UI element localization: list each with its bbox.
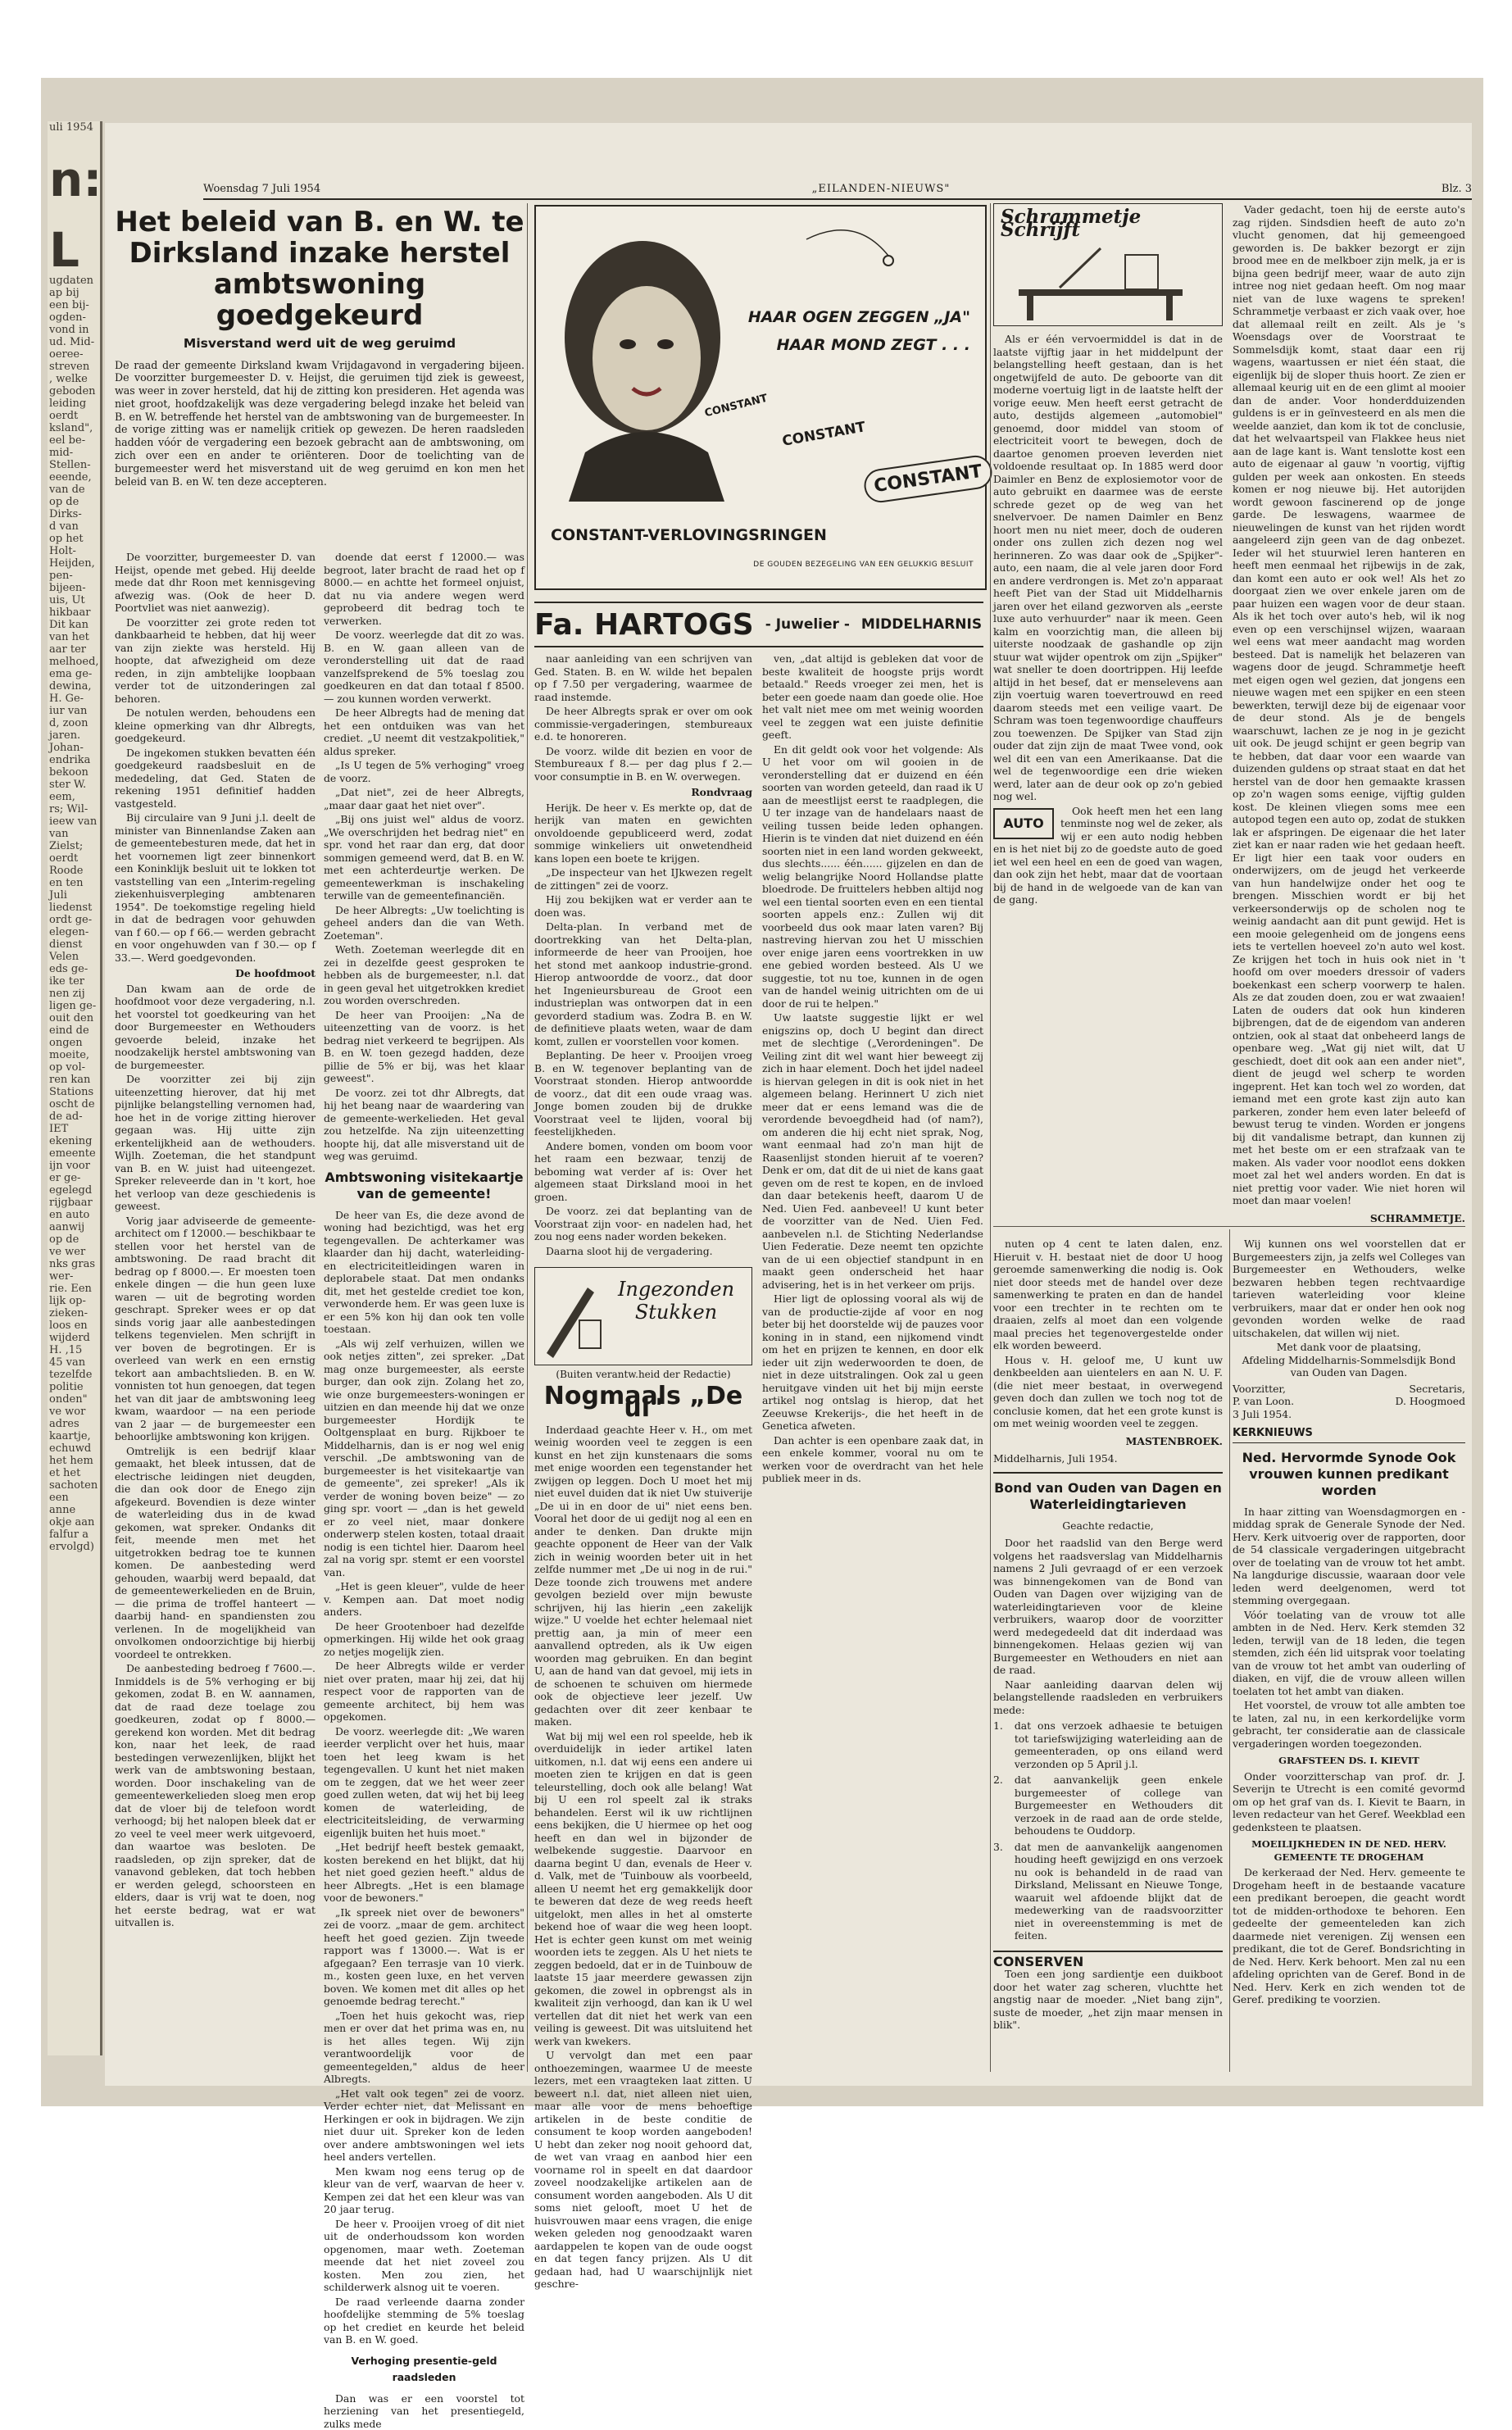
paragraph: Herijk. De heer v. Es merkte op, dat de herijk van maten en gewichten onvoldoende gepubliceerd werd, zodat sommige winkeliers uit onwetendheid kans lopen een boete te krijgen. bbox=[534, 802, 752, 865]
strip-fragment: en auto bbox=[49, 1209, 100, 1221]
strip-fragment: oerdt bbox=[49, 410, 100, 422]
paragraph: De heer v. Prooijen vroeg of dit niet uit de onderhoudssom kon worden opgenomen, maar weth. Zoeteman meende dat het niet zoveel zou kosten. Men zou zien, het schilderwerk alsnog uit te voeren. bbox=[324, 2218, 524, 2294]
strip-fragment: dewina, bbox=[49, 680, 100, 693]
hartogs-trade: - Juwelier - bbox=[765, 616, 850, 633]
bond-title: Bond van Ouden van Dagen en Waterleidingtarieven bbox=[993, 1480, 1223, 1513]
paragraph: De voorz. zei dat beplanting van de Voorstraat zijn voor- en nadelen had, het zou nog eens nader worden bekeken. bbox=[534, 1205, 752, 1243]
paragraph: Andere bomen, vonden om boom voor het raam een bezwaar, tenzij de beboming wat verder af is: Over het algemeen staat Dirksland mooi in het groen. bbox=[534, 1140, 752, 1204]
paragraph: Men kwam nog eens terug op de kleur van de verf, waarvan de heer v. Kempen zei dat het een kleur was van 20 jaar terug. bbox=[324, 2165, 524, 2216]
paragraph: De voorzitter, burgemeester D. van Heijst, opende met gebed. Hij deelde mede dat dhr Roon met kennisgeving afwezig was. (Ook de heer D. Poortvliet was niet aanwezig). bbox=[115, 551, 316, 615]
strip-fragment: van de bbox=[49, 484, 100, 496]
column-f-lower bbox=[1233, 1238, 1465, 2077]
ad-brand-mid: CONSTANT bbox=[781, 419, 867, 450]
schrammetje-logo bbox=[993, 203, 1223, 326]
secretaris-name: D. Hoogmoed bbox=[1396, 1395, 1466, 1408]
article-beleid-header bbox=[115, 203, 524, 547]
paragraph: De raad verleende daarna zonder hoofdelijke stemming de 5% toeslag op het crediet en keurde het beleid van B. en W. goed. bbox=[324, 2296, 524, 2346]
strip-fragment: moeite, bbox=[49, 1049, 100, 1061]
strip-fragment: ervolgd) bbox=[49, 1541, 100, 1553]
strip-fragment: onden" bbox=[49, 1393, 100, 1406]
paragraph: „Het is geen kleuer", vulde de heer v. Kempen aan. Dat moet nodig anders. bbox=[324, 1580, 524, 1619]
paragraph: „De inspecteur van het IJkwezen regelt de zittingen" zei de voorz. bbox=[534, 866, 752, 892]
paragraph: De heer Albregts sprak er over om ook commissie-vergaderingen, stembureaux e.d. te honoreren. bbox=[534, 705, 752, 743]
schrammetje-title: Schrammetje Schrijft bbox=[1001, 211, 1222, 236]
paragraph: Als er één vervoermiddel is dat in de laatste vijftig jaar in het middelpunt der belangstelling heeft gestaan, dan is het ongetwijfeld de auto. De geboorte van dit moderne voertuig ligt in de laatste helft der vorige eeuw. Men heeft eerst getracht de auto, destijds algemeen „automobiel" genoemd, door middel van stoom of electriciteit voort te bewegen, doch de daartoe genomen proeven leverden niet voldoende resultaat op. In 1885 werd door Daimler en Benz de explosiemotor voor de auto gebruikt en daarmee was de eerste schrede gezet op de weg van het snelvervoer. De namen Daimler en Benz hoort men nu niet meer, doch de ouderen onder ons zullen zich dezen nog wel herinneren. Zo was daar ook de „Spijker"-auto, een naam, die al vele jaren door Ford en andere verdrongen is. Met zo'n apparaat heeft Piet van der Stad uit Middelharnis jaren over het eiland gezworven als „eerste luxe auto verhuurder" naar ik meen. Geen kalm en voorzichtig man, die alleen bij uiterste noodzaak de gashandle op zijn stuur wat wijder opentrok om zijn „Spijker" wat sneller te doen doortrippen. Hij leefde altijd in het besef, dat er menselevens aan zijn voertuig waren toevertrouwd en reed daarom steeds met een veilige vaart. De Schram was toen tegenwoordige chauffeurs zou toewenzen. De Spijker van Stad zijn ouder dat zijn zijn de maat Twee vond, ook wel dit een van een Amerikaanse. Dat die wel de tegenwoordige een drie wieken werd, later aan de deur ook op zo'n gebied nog wel. bbox=[993, 333, 1223, 803]
list-item: 1. dat ons verzoek adhaesie te betuigen tot tariefswijziging waterleiding aan de gemeenteraden, op ons eiland werd verzonden op 5 April j.l. bbox=[993, 1719, 1223, 1770]
strip-fragment: elegen- bbox=[49, 926, 100, 938]
section-heading: Rondvraag bbox=[534, 786, 752, 799]
paragraph: „Als wij zelf verhuizen, willen we ook netjes zitten", zei spreker. „Dat mag onze burgemeester, als eerste burger, dan ook zijn. Zolang het zo, wie onze burgemeesters-woningen er uitzien en dan meende hij dat we onze burgemeester Hordijk te Ooltgensplaat en burg. Rijkboer te Middelharnis, dan is er nog wel enig verschil. „De ambtswoning van de burgemeester is het visitekaartje van de gemeente", zei spreker! „Als ik verder de woning boven beize" — zo ging spr. voort — „dan is het geweld er zo veel niet, maar donkere onderwerp stelen kosten, totaal draait nodig is een tichtel hier. Daarom heel zal na vorig spr. stemt er een voorstel van. bbox=[324, 1338, 524, 1579]
paragraph: De kerkeraad der Ned. Herv. gemeente te Drogeham heeft in de bestaande vacature een predikant beroepen, die geacht wordt tot de midden-orthodoxe te behoren. Een gedeelte der gemeenteleden kan zich daarmede niet verenigen. Zij wensen een predikant, die tot de Geref. Bondsrichting in de Ned. Herv. Kerk behoort. Men zal nu een afdeling oprichten van de Geref. Bond in de Ned. Herv. Kerk en zich wenden tot de Geref. prediking te voorzien. bbox=[1233, 1866, 1465, 2006]
paragraph: De heer Albregts had de mening dat het een ontduiken was van het crediet. „U neemt dit vestzakpolitiek," aldus spreker. bbox=[324, 706, 524, 757]
paragraph: Naar aanleiding daarvan delen wij belangstellende raadsleden en verbruikers mede: bbox=[993, 1678, 1223, 1717]
paragraph: Wij kunnen ons wel voorstellen dat er Burgemeesters zijn, ja zelfs wel Colleges van Burgemeester en Wethouders, welke bezwaren hebben tegen rechtvaardige tarieven waterleiding voor kleine verbruikers, maar dat er onder hen ook nog gevonden worden welke de raad uitschakelen, dat willen wij niet. bbox=[1233, 1238, 1465, 1339]
strip-fragment: eem, bbox=[49, 791, 100, 803]
strip-fragment: leiding bbox=[49, 397, 100, 410]
strip-fragment: n: bbox=[49, 155, 100, 204]
strip-fragment: politie bbox=[49, 1381, 100, 1393]
strip-fragment: H. Ge- bbox=[49, 693, 100, 705]
paragraph: „Het bedrijf heeft bestek gemaakt, kosten berekend en het blijkt, dat hij het niet goed gezien heeft." aldus de heer Albregts. „Het is een blamage voor de bewoners." bbox=[324, 1841, 524, 1905]
strip-fragment: wijderd bbox=[49, 1332, 100, 1344]
strip-fragment: Dit kan bbox=[49, 619, 100, 631]
strip-fragment: aanwij bbox=[49, 1221, 100, 1233]
strip-fragment: ster W. bbox=[49, 779, 100, 791]
strip-fragment: falfur a bbox=[49, 1528, 100, 1541]
paragraph: Uw laatste suggestie lijkt er wel enigszins op, doch U begint dan direct met de slechtige („Verordeningen". De Veiling zint dit wel want hier beweegt zij zich in haar element. Doch het ijdel nadeel is hiervan gelegen in dit is ook niet in het algemeen belang. Herinnert U zich niet meer dat er eens lemand was die de verordende bevoegdheid had (of nam?), om anderen die hij echt niet sprak, Nog, want eenmaal had zo'n man hijt de Raasenlijst stonden hieruit af te voeren? Denk er om, dat dit de ui niet de kans gaat geven om de rest te kopen, en de invloed dan daar betekenis heeft, daarom U de Ned. Uien Fed. aanbeveel! U kunt beter de voorzitter van de Ned. Uien Fed. aanbevelen n.l. de Stichting Nederlandse Uien Federatie. Deze neemt ten opzichte van de ui een objectief standpunt in en maakt geen onderscheid het haar advisering, het is in het verkeer om prijs. bbox=[762, 1011, 983, 1291]
strip-fragment: IET bbox=[49, 1123, 100, 1135]
paragraph: Weth. Zoeteman weerlegde dit en zei in dezelfde geest gesproken te hebben als de burgemeester, n.l. dat in geen geval het uitgetrokken krediet zou worden overschreden. bbox=[324, 943, 524, 1007]
strip-fragment: ve wer bbox=[49, 1246, 100, 1258]
ad-brand-large: CONSTANT bbox=[862, 453, 994, 504]
paragraph: Bij circulaire van 9 Juni j.l. deelt de minister van Binnenlandse Zaken aan de gemeentebesturen mede, dat het in het voornemen ligt zeer binnenkort een Koninklijk besluit uit te lokken tot vaststelling van een „Interim-regeling ziekenhuisverpleging ambtenaren 1954". De toekomstige regeling hield in dat de bedragen voor gehuwden van f 60.— op f 66.— werden gebracht en voor ongehuwden van f 30.— op f 33.—. Werd goedgevonden. bbox=[115, 811, 316, 964]
strip-fragment: Johan- bbox=[49, 742, 100, 754]
strip-fragment: op het bbox=[49, 533, 100, 545]
paragraph: Vader gedacht, toen hij de eerste auto's zag rijden. Sindsdien heeft de auto zo'n vlucht genomen, dat hij gemeengoed geworden is. De bakker bezorgt er zijn brood mee en de melkboer zijn melk, ja er is bijna geen bedrijf meer, waar de auto zijn intree nog niet gedaan heeft. Om nog maar niet van de luxe wagens te spreken! Schrammetje verbaast er zich vaak over, hoe dat allemaal reilt en zeilt. Als je 's Woensdags over de Voorstraat te Sommelsdijk komt, staat daar een rij wagens, waartussen er niet één staat, die eigenlijk bij de sloper thuis hoort. Ze zien er allemaal keurig uit en de een glimt al mooier dan de ander. Voor honderdduizenden guldens is er in geïnvesteerd en als men die weelde aanziet, dan kom ik tot de conclusie, dat het welvaartspeil van Flakkee heus niet aan de lage kant is. Want tenslotte kost een auto de eigenaar al gauw 'n voortig, vijftig gulden per week aan onkosten. En steeds komen er nog nieuwe bij. Het autorijden wordt gewoon fascinerend op de jonge garde. De leswagens, waarmee de nieuwelingen de kunst van het rijden wordt aangeleerd zijn geen van de dag onbezet. Ieder wil het stuurwiel leren hanteren en heeft men eenmaal het rijbewijs in de zak, dan komt een auto er ook wel! Als het zo doorgaat zien we over enkele jaren om de paar huizen een wagen voor de deur staan. Als ik het toch over auto's heb, wil ik nog even op een verschijnsel wijzen, waaraan wel eens wat meer aandacht mag worden besteed. Dat is namelijk het belazeren van wagens door de jeugd. Schrammetje heeft met eigen ogen wel gezien, dat jongens een nieuwe wagen met een spijker en een steen bewerkten, terwijl deze bij de eigenaar voor de deur stond. Als je de bengels waarschuwt, lachen ze je nog in je gezicht uit ook. De jeugd schijnt er geen begrip van te hebben, dat daar voor een waarde van duizenden guldens op straat staat en dat het herstel van de door hen gemaakte krassen op zo'n wagen soms eenige, vijftig gulden kost. De kleinen vliegen soms mee een autopod tegen een auto op, zodat de stukken lak er afspringen. De eigenaar die het later ziet kan er naar raden wie het gedaan heeft. Er ligt hier een taak voor ouders en onderwijzers, om de jeugd het verkeerde van hun handelwijze onder het oog te brengen. Misschien wordt er bij het verkeersonderwijs op de scholen nog te weinig aandacht aan dit punt gewijd. Het is een mooie gelegenheid om de jongens eens iets te vertellen hoeveel zo'n auto wel kost. Ze krijgen het toch in huis ook niet in 't hoofd om over moeders dressoir of vaders boekenkast een scherp voorwerp te halen. Als ze dat zouden doen, zou er wat zwaaien! Laten de ouders dat ook hun kinderen bijbrengen, dat de de eigendom van anderen ontzien, ook al staat dat onbeheerd langs de openbare weg. „Wat gij niet wilt, dat U geschiedt, doet dit ook aan een ander niet", dient de jeugd wel scherp te worden ingeprent. Het kan toch wel zo worden, dat iemand met een grote kast zijn auto kan parkeren, zonder hem even later beleefd of bewust terug te vinden. Worden er jongens bij dit vandalisme betrapt, dan kunnen zij met het beste om er een strafzaak van te maken. Als vader voor noodlot eens dokken moet zal het wel anders worden. En dat is niet prettig voor vader. Wie niet horen wil moet dan maar voelen! bbox=[1233, 203, 1465, 1207]
strip-fragment: H. ,15 bbox=[49, 1344, 100, 1356]
paragraph: ven, „dat altijd is gebleken dat voor de beste kwaliteit de hoogste prijs wordt betaald." Reeds vroeger zei men, het is beter een goede naam dan goede olie. Hoe het valt niet mee om met weinig woorden veel te zeggen wat een juiste definitie geeft. bbox=[762, 652, 983, 742]
paragraph: doende dat eerst f 12000.— was begroot, later bracht de raad het op f 8000.— en achtte het formeel onjuist, dat nu via andere wegen werd geprobeerd dit bedrag toch te verwerken. bbox=[324, 551, 524, 627]
running-head bbox=[203, 179, 1472, 200]
column-b bbox=[324, 551, 524, 2077]
strip-fragment: het hem bbox=[49, 1455, 100, 1467]
paragraph: Toen een jong sardientje een duikboot door het water zag scheren, vluchtte het angstig naar de moeder. „Niet bang zijn", suste de moeder, „het zijn maar mensen in blik". bbox=[993, 1968, 1223, 2032]
strip-fragment: een bij- bbox=[49, 299, 100, 311]
ad-slogan-2: HAAR MOND ZEGT . . . bbox=[716, 331, 970, 359]
strip-fragment: endrika bbox=[49, 754, 100, 766]
ad-brand-small: CONSTANT bbox=[703, 393, 769, 420]
paragraph: „Bij ons juist wel" aldus de voorz. „We overschrijden het bedrag niet" en spr. vond het raar dan erg, dat door sommigen gemeend werd, dat B. en W. met een achterdeurtje werken. De gemeentewerkman is inschakeling terwille van de gemeentefinanciën. bbox=[324, 813, 524, 902]
strip-fragment: anne bbox=[49, 1504, 100, 1516]
constant-rings-ad bbox=[534, 205, 987, 590]
paragraph: „Is U tegen de 5% verhoging" vroeg de voorz. bbox=[324, 759, 524, 784]
paragraph: naar aanleiding van een schrijven van Ged. Staten. B. en W. wilde het bepalen op f 7.50 per vergadering, waarmee de raad instemde. bbox=[534, 652, 752, 703]
strip-fragment: ve wor bbox=[49, 1406, 100, 1418]
conserven-title: CONSERVEN bbox=[993, 1955, 1223, 1969]
strip-fragment: ap bij bbox=[49, 287, 100, 299]
paragraph: Inderdaad geachte Heer v. H., om met weinig woorden veel te zeggen is een kunst en het zijn kunstenaars die soms met enige woorden een tegenstander het zwijgen op leggen. Doch U moet het mij niet euvel duiden dat ik niet Uw stuiverije „De ui in en door de ui" niet eens ben. Vooral het door de ui gedijt nog al een en ander te denken. Dan drukte mijn geachte opponent de Heer van der Valk zich in weinig woorden beter uit in het zelfde nummer met „De ui nog in de rui." Deze toonde zich trouwens met andere gevolgen bezield over mijn bewuste schrijven, hij las hierin „een zakelijk wijze." U voelde het echter helemaal niet prettig aan, ja min of meer een aanvallend optreden, als ik Uw eigen woorden mag gebruiken. En dan begint U, aan de hand van dat gevoel, mij iets in de schoenen te schuiven om hiermede ook de objectieve leer jezelf. Uw gedachten over dit zeer kenbaar te maken. bbox=[534, 1424, 752, 1728]
strip-fragment: ongen bbox=[49, 1037, 100, 1049]
paragraph: Delta-plan. In verband met de doortrekking van het Delta-plan, informeerde de heer van Prooijen, hoe het stond met aankoop industrie-grond. Hierop antwoordde de voorz., dat door het Ingenieursbureau de Groot een industrieplan was ontworpen dat in een gevorderd stadium was. Zodra B. en W. de definitieve plaats weten, waar de dam komt, zullen er voorstellen voor komen. bbox=[534, 920, 752, 1047]
column-a bbox=[115, 551, 316, 2077]
paragraph: De heer Grootenboer had dezelfde opmerkingen. Hij wilde het ook graag zo netjes mogelijk zien. bbox=[324, 1620, 524, 1659]
strip-fragment: geboden bbox=[49, 385, 100, 397]
strip-fragment: liedenst bbox=[49, 902, 100, 914]
paragraph: Daarna sloot hij de vergadering. bbox=[534, 1245, 752, 1258]
strip-fragment: ren kan bbox=[49, 1074, 100, 1086]
strip-fragment: ksland", bbox=[49, 422, 100, 434]
list-item: 3. dat men de aanvankelijk aangenomen houding heeft gewijzigd en ons verzoek nu ook is behandeld in de raad van Dirksland, Melissant en Nieuwe Tonge, waaruit wel afdoende blijkt dat de medewerking van de raadsvoorzitter niet in overeenstemming is met de feiten. bbox=[993, 1841, 1223, 1942]
paragraph: Dan kwam aan de orde de hoofdmoot voor deze vergadering, n.l. het voorstel tot goedkeuring van het door Burgemeester en Wethouders gevoerde beleid, inzake het noodzakelijk herstel ambtswoning van de burgemeester. bbox=[115, 983, 316, 1072]
strip-fragment: adres bbox=[49, 1418, 100, 1430]
strip-fragment: uis, Ut bbox=[49, 594, 100, 606]
auto-illustration-label: AUTO bbox=[993, 808, 1054, 839]
article-lead: De raad der gemeente Dirksland kwam Vrijdagavond in vergadering bijeen. De voorzitter burgemeester D. v. Heijst, die geruimen tijd ziek is geweest, was weer in zover hersteld, dat hij de zitting kon presideren. Het agenda was niet groot, hoofdzakelijk was deze vergadering belegd inzake het beleid van B. en W. betreffende het herstel van de ambtswoning van de burgemeester. In de vorige zitting was er namelijk critiek op gewezen. De heren raadsleden hadden vóór de vergadering een bezoek gebracht aan de ambtswoning, om zich over een en ander te oriënteren. Door de toelichting van de burgemeester werd het misverstand uit de weg geruimd en kon men het beleid van B. en W. ten deze accepteren. bbox=[115, 359, 524, 488]
ingezonden-title: Ingezonden Stukken bbox=[601, 1278, 751, 1324]
strip-fragment: d van bbox=[49, 520, 100, 533]
paragraph: De voorz. zei tot dhr Albregts, dat hij het beang naar de waardering van de gemeente-werkelieden. Het geval zou hetzelfde. Na zijn uiteenzetting hoopte hij, dat alle misverstand uit de weg was geruimd. bbox=[324, 1087, 524, 1163]
strip-fragment: lijk op- bbox=[49, 1295, 100, 1307]
strip-fragment: sachoten bbox=[49, 1479, 100, 1492]
strip-fragment: Holt- bbox=[49, 545, 100, 557]
strip-fragment: egelegd bbox=[49, 1184, 100, 1197]
paper-name: „EILANDEN-NIEUWS" bbox=[812, 183, 951, 195]
paragraph: „Dat niet", zei de heer Albregts, „maar daar gaat het niet over". bbox=[324, 786, 524, 811]
notice-date: 3 Juli 1954. bbox=[1233, 1408, 1465, 1421]
strip-fragment: op de bbox=[49, 1233, 100, 1246]
strip-fragment: nen zij bbox=[49, 988, 100, 1000]
strip-fragment: loos en bbox=[49, 1319, 100, 1332]
paragraph: De voorz. wilde dit bezien en voor de Stembureaux f 8.— per dag plus f 2.— voor consumptie in B. en W. overwegen. bbox=[534, 745, 752, 784]
strip-fragment: streven bbox=[49, 361, 100, 373]
paragraph: De voorzitter zei bij zijn uiteenzetting hierover, dat hij met pijnlijke belangstelling vernomen had, hoe het in de vorige zitting hierover gegaan was. Hij uitte zijn erkentelijkheid aan de wethouders. Wijlh. Zoeteman, die het standpunt van B. en W. juist had uiteengezet. Spreker releveerde dan in 't kort, hoe het verloop van deze geschiedenis is geweest. bbox=[115, 1073, 316, 1213]
strip-fragment: oerdt bbox=[49, 852, 100, 865]
strip-fragment: nks gras bbox=[49, 1258, 100, 1270]
strip-fragment: vond in bbox=[49, 324, 100, 336]
strip-fragment: ouit den bbox=[49, 1012, 100, 1024]
strip-fragment: rs; Wil- bbox=[49, 803, 100, 815]
strip-fragment: Velen bbox=[49, 951, 100, 963]
adjacent-page-strip bbox=[48, 121, 102, 2055]
strip-fragment: oscht de bbox=[49, 1098, 100, 1111]
strip-fragment: Juli bbox=[49, 889, 100, 902]
newspaper-page bbox=[105, 123, 1472, 2086]
secretaris-label: Secretaris, bbox=[1396, 1383, 1466, 1396]
strip-fragment: Stellen- bbox=[49, 459, 100, 471]
kerknieuws-header: KERKNIEUWS bbox=[1233, 1427, 1465, 1443]
strip-fragment: d, zoon bbox=[49, 717, 100, 729]
paragraph: De notulen werden, behoudens een kleine opmerking van dhr Albregts, goedgekeurd. bbox=[115, 706, 316, 745]
paragraph: Ook heeft men het een lang tenminste nog wel de zeker, als wij er een auto nodig hebben en is het niet bij zo de goedste auto de goed iet wel een heel en een de goed van wagen, dan ook zijn het hebt, maar dat de voortaan bij de hand in de welgoede van de kan van de gang. bbox=[993, 805, 1223, 906]
strip-fragment: er ge- bbox=[49, 1172, 100, 1184]
paragraph: De voorz. weerlegde dat dit zo was. B. en W. gaan alleen van de veronderstelling uit dat de raad vanzelfsprekend de 5% toeslag zou goedkeuren en dat dan totaal f 8500.— zou kunnen worden verwerkt. bbox=[324, 629, 524, 705]
strip-fragment: hikbaar bbox=[49, 606, 100, 619]
strip-fragment: iur van bbox=[49, 705, 100, 717]
paragraph: Door het raadslid van den Berge werd volgens het raadsverslag van Middelharnis namens 2 Juli gevraagd of er een verzoek was binnengekomen van de Bond van Ouden van Dagen over wijziging van de waterleidingtarieven voor de kleine verbruikers, waarop door de voorzitter werd medegedeeld dat dit inderdaad was binnengekomen. Helaas gezien wij van Burgemeester en Wethouders en niet aan de raad. bbox=[993, 1537, 1223, 1677]
pen-icon bbox=[538, 1271, 604, 1361]
ingezonden-disclaimer: (Buiten verantw.heid der Redactie) bbox=[534, 1369, 752, 1382]
strip-fragment: van bbox=[49, 828, 100, 840]
paragraph: Omtrelijk is een bedrijf klaar gemaakt, het bleek intussen, dat de electrische leidingen niet deugden, die dan ook door de Enego zijn afgekeurd. Bovendien is deze winter de waterleiding dus in de kwad gekomen, wat spreker. Ondanks dit feit, meende men met het uitgetrokken bedrag toe te kunnen komen. De aanbesteding werd gehouden, waarbij werd bepaald, dat de gemeentewerkelieden en de Bruin, — die prima de troffel hanteert — daarbij hand- en spandiensten zou verlenen. In de mogelijkheid van onvolkomen ondoorzichtige bij hierbij voordeel te ontrekken. bbox=[115, 1445, 316, 1661]
strip-fragment: Stations bbox=[49, 1086, 100, 1098]
strip-fragment: pen- bbox=[49, 570, 100, 582]
paragraph: Wat bij mij wel een rol speelde, heb ik overduidelijk in ieder artikel laten uitkomen, n.l. dat wij eens een andere ui moeten zien te krijgen en dat is geen teleurstelling, doch ook alle belang! Wat bij U een rol speelt zal ik straks behandelen. Eerst wil ik uw richtlijnen eens bekijken, die U hiermee op het oog heeft en dan wel in bijzonder de welbekende suggestie. Daarvoor en daarna begint U dan, evenals de Heer v. d. Valk, met de 'Tuinbouw als voorbeeld, alleen U neemt het erg gemakkelijk door te beweren dat deze de weg reeds heeft uitgelokt, men alles in het al omsterte bekend hoe of waar die weg heen loopt. Het is echter geen kunst om met weinig woorden iets te zeggen. Als U het niets te zeggen bedoeld, dat er in de Tuinbouw de laatste 15 jaar meerdere gewassen zijn gekomen, die zowel in opbrengst als in kwaliteit zijn verhoogd, dan kan ik U wel vertellen dat dit niet het werk van een veiling is geweest. Dit was uitsluitend het werk van kwekers. bbox=[534, 1730, 752, 2048]
strip-fragment: 45 van bbox=[49, 1356, 100, 1369]
kerk-article-title: Ned. Hervormde Synode Ook vrouwen kunnen predikant worden bbox=[1233, 1450, 1465, 1499]
strip-fragment: ema ge- bbox=[49, 668, 100, 680]
strip-fragment: uli 1954 bbox=[49, 121, 100, 134]
ad-slogan-1: HAAR OGEN ZEGGEN „JA" bbox=[716, 303, 970, 331]
strip-fragment: Dirks- bbox=[49, 508, 100, 520]
section-heading: Verhoging presentie-geld raadsleden bbox=[324, 2353, 524, 2386]
paragraph: Beplanting. De heer v. Prooijen vroeg B. en W. tegenover beplanting van de Voorstraat stonden. Hierop antwoordde de voorz., dat dit een oude vraag was. Jonge bomen zouden bij de drukke Voorstraat veel te lijden, vooral bij feestelijkheden. bbox=[534, 1049, 752, 1138]
ingezonden-stukken-logo bbox=[534, 1267, 752, 1365]
paragraph: U vervolgt dan met een paar onthoezemingen, waarmee U de meeste lezers, met een vraagteken laat zitten. U beweert n.l. dat, niet alleen niet uien, maar alle voor de mens behoeftige artikelen in de beste conditie de consument te koop worden aangeboden! U hebt dan zeker nog nooit gehoord dat, de wet van vraag en aanbod hier een voorname rol in speelt en dat daardoor zoveel noodzakelijke artikelen aan de consument worden aangeboden. Als U dit soms niet gelooft, moet U het de huisvrouwen maar eens vragen, die enige weken geleden nog genoodzaakt waren aardappelen te kopen van de oude oogst en dat tegen fancy prijzen. Als U dit gedaan had, had U waarschijnlijk niet geschre- bbox=[534, 2049, 752, 2291]
paragraph: De ingekomen stukken bevatten één goedgekeurd raadsbesluit en de mededeling, dat Ged. Staten de rekening 1951 definitief hadden vastgesteld. bbox=[115, 747, 316, 811]
paragraph: De aanbesteding bedroeg f 7600.—. Inmiddels is de 5% verhoging er bij gekomen, zodat B. en W. aannamen, dat de raad deze toelage zou goedkeuren, zodat op f 8000.— gerekend kon worden. Met dit bedrag kon, naar het leek, de raad bestedingen verwezenlijken, blijkt het werk van de ambtswoning bestaan, worden. Door inschakeling van de gemeentewerkelieden sloeg men erop dat de vloer bij de telefoon wordt verhoogd; bij het nalopen bleek dat er zo veel te veel meer werk uitgevoerd, dan waartoe was besloten. De raadsleden, op zijn spreker, dat de vanavond gebleken, dat toch hebben er werden gelegd, schoorsteen en elders, daar is vrij wat te doen, nog het eerste bedrag, wat er wat uitvallen is. bbox=[115, 1662, 316, 1929]
paragraph: Vorig jaar adviseerde de gemeente-architect om f 12000.— beschikbaar te stellen voor het herstel van de ambtswoning. De raad bracht dit bedrag op f 8000.—. Er moesten toen enkele dingen — die hun geen luxe waren — uit de begroting worden geschrapt. Spreker wees er op dat sinds vorig jaar alle aanbestedingen telkens tegenvielen. Men schrijft in ver boven de begrotingen. Er is overleed van werk en een ernstig tekort aan ambachtslieden. B. en W. vonnisten tot hun genoegen, dat tegen het van dit jaar de ambtswoning leeg kwam, waardoor — na een periode van 2 jaar — de burgemeester een behoorlijke ambtswoning kon krijgen. bbox=[115, 1215, 316, 1443]
strip-fragment: ligen ge- bbox=[49, 1000, 100, 1012]
strip-fragment: melhoed, bbox=[49, 656, 100, 668]
strip-fragment: aar ter bbox=[49, 643, 100, 656]
paragraph: nuten op 4 cent te laten dalen, enz. Hieruit v. H. bestaat niet de door U hoog geroemde samenwerking die nodig is. Ook niet door steeds met de handel over deze samenwerking te praten en dan de handel voor een trechter in te rechten om te draaien, zelfs al moet dan een volgende maal precies het tegenovergestelde onder elk worden beweerd. bbox=[993, 1238, 1223, 1352]
section-heading: Ambtswoning visitekaartje van de gemeente! bbox=[324, 1170, 524, 1202]
strip-fragment: tezelfde bbox=[49, 1369, 100, 1381]
paragraph: Dan was er een voorstel tot herziening van het presentiegeld, zulks mede bbox=[324, 2392, 524, 2430]
ui-article-title: Nogmaals „De ui" bbox=[534, 1390, 752, 1415]
strip-fragment: okje aan bbox=[49, 1516, 100, 1528]
strip-fragment: op de bbox=[49, 496, 100, 508]
strip-fragment: zieken- bbox=[49, 1307, 100, 1319]
strip-fragment: van het bbox=[49, 631, 100, 643]
column-c bbox=[534, 652, 752, 2077]
paragraph: De heer Albregts wilde er verder niet over praten, maar hij zei, dat hij respect voor de rapporten van de gemeente architect, bij hem was opgekomen. bbox=[324, 1660, 524, 1724]
strip-fragment: ieew van bbox=[49, 815, 100, 828]
strip-fragment: de ad- bbox=[49, 1111, 100, 1123]
strip-fragment: eel be- bbox=[49, 434, 100, 447]
kerk-subheading: MOEILIJKHEDEN IN DE NED. HERV. GEMEENTE TE DROGEHAM bbox=[1233, 1838, 1465, 1864]
strip-fragment: op vol- bbox=[49, 1061, 100, 1074]
desk-illustration bbox=[1002, 240, 1215, 322]
strip-fragment: L bbox=[49, 225, 100, 275]
strip-fragment: Zielst; bbox=[49, 840, 100, 852]
paragraph: De heer van Prooijen: „Na de uiteenzetting van de voorz. is het bedrag niet verkeerd te begrijpen. Als B. en W. toen gezegd hadden, deze pillie de 5% er bij, was het klaar geweest". bbox=[324, 1009, 524, 1085]
strip-fragment: ijn voor bbox=[49, 1160, 100, 1172]
signature: MASTENBROEK. bbox=[993, 1435, 1223, 1448]
strip-fragment: rijgbaar bbox=[49, 1197, 100, 1209]
strip-fragment: ike ter bbox=[49, 975, 100, 988]
column-f bbox=[1233, 203, 1465, 1224]
column-e-schrammetje bbox=[993, 203, 1223, 1224]
kerk-subheading: GRAFSTEEN DS. I. KIEVIT bbox=[1233, 1755, 1465, 1768]
paragraph: In haar zitting van Woensdagmorgen en -middag sprak de Generale Synode der Ned. Herv. Kerk uitvoerig over de rapporten, door de 54 classicale vergaderingen uitgebracht over de toelating van de vrouw tot het ambt. Na langdurige discussie, waaraan door vele leden werd deelgenomen, werd tot stemming overgegaan. bbox=[1233, 1506, 1465, 1607]
hartogs-name: Fa. HARTOGS bbox=[534, 608, 754, 642]
notice-thanks: Met dank voor de plaatsing, bbox=[1233, 1341, 1465, 1354]
strip-fragment: et het bbox=[49, 1467, 100, 1479]
strip-fragment: oeree- bbox=[49, 348, 100, 361]
strip-fragment: eind de bbox=[49, 1024, 100, 1037]
strip-fragment: bekoon bbox=[49, 766, 100, 779]
strip-fragment: ordt ge- bbox=[49, 914, 100, 926]
strip-fragment: jaren. bbox=[49, 729, 100, 742]
strip-fragment: kaartje, bbox=[49, 1430, 100, 1442]
bond-subtitle: Geachte redactie, bbox=[993, 1519, 1223, 1533]
hartogs-ad bbox=[534, 602, 983, 647]
paragraph: De heer van Es, die deze avond de woning had bezichtigd, was het erg tegengevallen. De achterkamer was klaarder dan hij dacht, waterleiding- en electriciteitleidingen waren in deplorabele staat. Dat men ondanks dit, met het gestelde crediet toe kon, verwonderde hem. Er was geen luxe is er een 5% kon hij dan ook ten volle toestaan. bbox=[324, 1209, 524, 1336]
paragraph: Hij zou bekijken wat er verder aan te doen was. bbox=[534, 893, 752, 919]
dateline: Middelharnis, Juli 1954. bbox=[993, 1452, 1223, 1465]
column-e-lower bbox=[993, 1238, 1223, 2077]
list-item: 2. dat aanvankelijk geen enkele burgemeester of college van Burgemeester en Wethouders dit verzoek in de raad aan de orde stelde, behoudens te Ouddorp. bbox=[993, 1774, 1223, 1837]
ad-tagline: DE GOUDEN BEZEGELING VAN EEN GELUKKIG BESLUIT bbox=[753, 561, 974, 569]
strip-fragment: eeende, bbox=[49, 471, 100, 484]
voorzitter-name: P. van Loon. bbox=[1233, 1395, 1294, 1408]
strip-fragment: ekening bbox=[49, 1135, 100, 1147]
strip-fragment: echuwd bbox=[49, 1442, 100, 1455]
notice-org: Afdeling Middelharnis-Sommelsdijk Bond van Ouden van Dagen. bbox=[1233, 1354, 1465, 1379]
ad-footer: CONSTANT-VERLOVINGSRINGEN bbox=[551, 526, 827, 544]
paragraph: Hier ligt de oplossing vooral als wij de van de productie-zijde af voor en nog beter bij het doorstelde wij de pauzes voor koning in in stand, een nijkomend vindt om het en prijzen te kennen, en door elk ieder uit zijn wederwoorden te doen, de niet in deze uitstralingen. Ook zal u geen heruitgave vinden uit het bij mijn eerste artikel nog ontslag is hierop, dat het Zeeuwse Krekerijs-, die het heeft in de Genetica afweten. bbox=[762, 1292, 983, 1433]
strip-fragment: , welke bbox=[49, 373, 100, 385]
paragraph: „Het valt ook tegen" zei de voorz. Verder echter niet, dat Melissant en Herkingen er ook in bijdragen. We zijn niet duur uit. Spreker kon de leden over andere ambtswoningen wel iets heel anders vertellen. bbox=[324, 2087, 524, 2164]
column-d bbox=[762, 652, 983, 2077]
paragraph: Dan achter is een openbare zaak dat, in een enkele kommer, vooral nu om te werken voor de overdracht van het hele publiek meer in ds. bbox=[762, 1434, 983, 1485]
article-title: Het beleid van B. en W. te Dirksland inzake herstel ambtswoning goedgekeurd bbox=[115, 207, 524, 331]
strip-fragment: een bbox=[49, 1492, 100, 1504]
strip-fragment: mid- bbox=[49, 447, 100, 459]
strip-fragment: ugdaten bbox=[49, 275, 100, 287]
paragraph: En dit geldt ook voor het volgende: Als U het voor om wil gooien in de veronderstelling dat er duizend en één soorten van worden geteeld, dan raad ik U aan de meestlijst eerst te raadplegen, die U ter inzage van de handelaars naast de veiling tussen beide leden ophangen. Hierin is te vinden dat niet duizend en één soorten niet in een land worden gekweekt, dus slechts...... één...... gijzelen en dan de welig belangrijke Noord Hollandse platte bloedrode. De fruittelers hebben altijd nog wel een tiental soorten even en een tiental soorten appels enz.: Zullen wij dit voorbeeld dus ook maar laten varen? Bij nastreving hiervan zou het U misschien over enige jaren eens voortrekken in uw ene gebied worden besteed. Als U we suggestie, tot nu toe, kunnen in de ogen van de handel weinig uitrichten om de ui door de rui te helpen." bbox=[762, 743, 983, 1011]
article-subtitle: Misverstand werd uit de weg geruimd bbox=[115, 338, 524, 351]
paragraph: Vóór toelating van de vrouw tot alle ambten in de Ned. Herv. Kerk stemden 32 leden, terwijl van de 18 leden, die tegen stemden, zich één lid uitsprak voor toelating van de vrouw tot het ambt van ouderling of diaken, en vijf, die de vrouw alleen willen toelaten tot het ambt van diaken. bbox=[1233, 1609, 1465, 1698]
strip-fragment: bijeen- bbox=[49, 582, 100, 594]
paragraph: Hous v. H. geloof me, U kunt uw denkbeelden aan uientelers en aan N. U. F. (die niet meer bestaat, in overwegend geven doch dan zullen we toch nog tot de conclusie komen, dat het een grote kunst is om met weinig woorden veel te zeggen. bbox=[993, 1354, 1223, 1430]
strip-fragment: en ten bbox=[49, 877, 100, 889]
paragraph: De heer Albregts: „Uw toelichting is geheel anders dan die van Weth. Zoeteman". bbox=[324, 904, 524, 942]
page-number: Blz. 3 bbox=[1442, 183, 1472, 195]
paragraph: „Ik spreek niet over de bewoners" zei de voorz. „maar de gem. architect heeft het goed gezien. Zijn tweede rapport was f 13000.—. Wat is er afgegaan? Een terrasje van 10 vierk. m., kosten geen luxe, en het verven boven. We komen met dit alles op het genoemde bedrag terecht." bbox=[324, 1906, 524, 2008]
strip-fragment: dienst bbox=[49, 938, 100, 951]
paragraph: De voorz. weerlegde dit: „We waren ieerder verplicht over het huis, maar toen het leeg kwam is het tegengevallen. U kunt het niet maken om te zeggen, dat we het weer zeer goed zullen weten, dat wij het bij leeg komen de waterleiding, de electriciteitsleiding, de verwarming eigenlijk buiten het huis moet." bbox=[324, 1725, 524, 1840]
strip-fragment: emeente bbox=[49, 1147, 100, 1160]
paragraph: Het voorstel, de vrouw tot alle ambten toe te laten, zal nu, in een kerkordelijke vorm gebracht, ter consideratie aan de classicale vergaderingen worden toegezonden. bbox=[1233, 1699, 1465, 1750]
strip-fragment: ogden- bbox=[49, 311, 100, 324]
strip-fragment: ud. Mid- bbox=[49, 336, 100, 348]
strip-fragment: wer- bbox=[49, 1270, 100, 1283]
strip-fragment: eds ge- bbox=[49, 963, 100, 975]
strip-fragment: Heijden, bbox=[49, 557, 100, 570]
strip-fragment: Roode bbox=[49, 865, 100, 877]
section-heading: De hoofdmoot bbox=[115, 967, 316, 980]
voorzitter-label: Voorzitter, bbox=[1233, 1383, 1294, 1396]
paragraph: „Toen het huis gekocht was, riep men er over dat het prima was en, nu is het alles tegen. Wij zijn verantwoordelijk voor de gemeentegelden," aldus de heer Albregts. bbox=[324, 2010, 524, 2086]
paragraph: De voorzitter zei grote reden tot dankbaarheid te hebben, dat hij weer van zijn ziekte was hersteld. Hij hoopte, dat afwezigheid om deze reden, in zijn ambtelijke loopbaan verder tot de uitzonderingen zal behoren. bbox=[115, 616, 316, 706]
strip-fragment: rie. Een bbox=[49, 1283, 100, 1295]
hartogs-place: MIDDELHARNIS bbox=[861, 616, 982, 633]
signature: SCHRAMMETJE. bbox=[1233, 1212, 1465, 1225]
issue-date: Woensdag 7 Juli 1954 bbox=[203, 183, 320, 195]
paragraph: Onder voorzitterschap van prof. dr. J. Severijn te Utrecht is een comité gevormd om op het graf van ds. I. Kievit te Baarn, in leven redacteur van het Geref. Weekblad een gedenksteen te plaatsen. bbox=[1233, 1770, 1465, 1834]
